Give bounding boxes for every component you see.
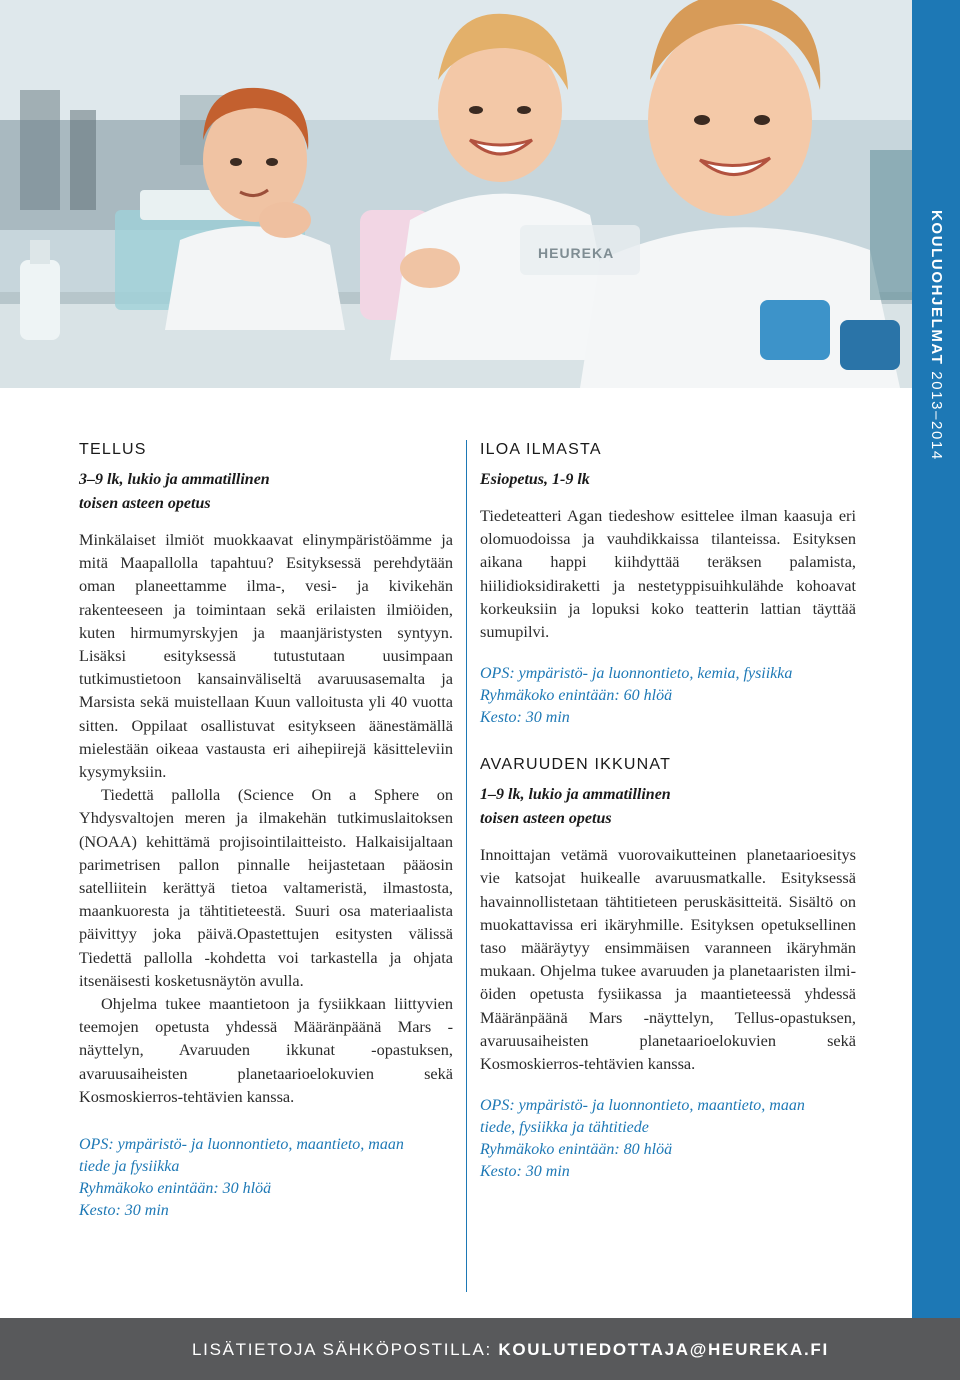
avaruus-paragraph: Innoittajan vetämä vuorovaikutteinen planetaarioesitys vie katsojat huikealle avaruusmatkalle. Esityksessä havainnollistetaan tähtitieteen peruskäsitteitä. Sisältö on muokattavissa eri ikäryhmille. Esityksen opetuksellinen taso määräytyy ensimmäisen varanneen ikäryhmän mukaan. Ohjelma tukee avaruuden ja planetaaristen ilmiöiden opetusta fysiikassa ja maantieteessä yhdessä Määränpäänä Mars -näyttelyn, Tellus-opastuksen, avaruusaiheisten planetaarioelokuvien sekä Kosmoskierros-tehtävien kanssa. bbox=[480, 845, 856, 1074]
tellus-group-size: Ryhmäkoko enintään: 30 hlöä bbox=[79, 1180, 272, 1198]
tellus-audience-line-2: toisen asteen opetus bbox=[79, 495, 211, 512]
avaruus-curriculum-line-1: OPS: ympäristö- ja luonnontieto, maantieto, maan bbox=[480, 1097, 805, 1115]
side-band-year: 2013–2014 bbox=[928, 371, 945, 461]
heading-tellus: TELLUS bbox=[79, 441, 147, 458]
tellus-duration: Kesto: 30 min bbox=[79, 1202, 169, 1220]
footer-contact bbox=[192, 1340, 829, 1360]
footer-bar bbox=[0, 1318, 960, 1380]
hero-photo bbox=[0, 0, 912, 388]
side-band-title: KOULUOHJELMAT bbox=[928, 210, 945, 366]
program-tellus bbox=[79, 440, 453, 1222]
photo-sign-text: HEUREKA bbox=[538, 245, 615, 261]
tellus-paragraph-3: Ohjelma tukee maantietoon ja fysiikkaan liittyvien teemojen opetusta yhdessä Määränpäänä Mars -näyttelyn, Avaruuden ikkunat -opastuksen, avaruusaiheisten planetaarioelokuvien sekä Kosmoskierros-tehtävien kanssa. bbox=[79, 994, 453, 1106]
photo-children-lab-illustration bbox=[0, 0, 912, 388]
tellus-paragraph-2: Tiedettä pallolla (Science On a Sphere on Yhdysvaltojen meren ja ilmakehän tutkimuslaitoksen (NOAA) kehittämä projisointilaitteisto. Halkaisijaltaan parimetrisen pallon pinnalle heijastetaan pääosin satelliitein kerättyä tietoa valtameristä, ilmastosta, maankuoresta ja tähtitieteestä. Suuri osa materiaalista päivittyy joka päivä.Opastettujen esitysten välissä Tiedettä pallolla -kohdetta voi tarkastella ja ohjata itsenäisesti kosketusnäytön avulla. bbox=[79, 785, 453, 990]
tellus-paragraph-1: Minkälaiset ilmiöt muokkaavat elinympäristöämme ja mitä Maapallolla tapahtuu? Esityksessä perehdytään oman planeettamme ilma-, vesi- ja kivikehän rakenteeseen ja toimintaan sekä erilaisten ilmiöiden, kuten hirmumyrskyjen ja maanjäristysten syntyyn. Lisäksi esityksessä tutustutaan uusimpaan tutkimustietoon kansainväliseltä avaruusasemalta ja Marsista sekä muistellaan Kuun valloitusta yli 40 vuotta sitten. Oppilaat osallistuvat esitykseen äänestämällä mielestään oikeaa vastausta eri aihepiirejä käsitteleviin kysymyksiin. bbox=[79, 530, 453, 782]
avaruus-curriculum-line-2: tiede, fysiikka ja tähtitiede bbox=[480, 1119, 649, 1137]
iloa-curriculum: OPS: ympäristö- ja luonnontieto, kemia, fysiikka bbox=[480, 665, 793, 683]
avaruus-duration: Kesto: 30 min bbox=[480, 1163, 570, 1181]
side-band bbox=[912, 0, 960, 1318]
tellus-curriculum-line-1: OPS: ympäristö- ja luonnontieto, maantieto, maan bbox=[79, 1136, 404, 1154]
footer-label: LISÄTIETOJA SÄHKÖPOSTILLA: bbox=[192, 1340, 492, 1359]
footer-email-link[interactable]: KOULUTIEDOTTAJA@HEUREKA.FI bbox=[498, 1340, 829, 1359]
program-column-right bbox=[480, 440, 856, 1183]
avaruus-group-size: Ryhmäkoko enintään: 80 hlöä bbox=[480, 1141, 673, 1159]
heading-avaruuden-ikkunat: AVARUUDEN IKKUNAT bbox=[480, 756, 672, 774]
iloa-paragraph: Tiedeteatteri Agan tiedeshow esittelee ilman kaasuja eri olomuodoissa ja vauhdikkaissa tilanteissa. Esityksen aikana happi kiihdyttää teräksen palamista, hiilidioksidiraketti ja nestetyppisuihkulähde kohoavat korkeuksiin ja lopuksi koko teatterin lattian täyttää sumupilvi. bbox=[480, 506, 856, 642]
iloa-duration: Kesto: 30 min bbox=[480, 709, 570, 727]
side-band-label bbox=[924, 210, 948, 610]
iloa-audience: Esiopetus, 1-9 lk bbox=[480, 471, 590, 488]
avaruus-audience-line-1: 1–9 lk, lukio ja ammatillinen bbox=[480, 786, 671, 804]
heading-iloa-ilmasta: ILOA ILMASTA bbox=[480, 441, 602, 458]
tellus-audience-line-1: 3–9 lk, lukio ja ammatillinen bbox=[79, 471, 270, 488]
avaruus-audience-line-2: toisen asteen opetus bbox=[480, 810, 612, 828]
column-divider bbox=[466, 440, 467, 1292]
tellus-curriculum-line-2: tiede ja fysiikka bbox=[79, 1158, 180, 1176]
iloa-group-size: Ryhmäkoko enintään: 60 hlöä bbox=[480, 687, 673, 705]
